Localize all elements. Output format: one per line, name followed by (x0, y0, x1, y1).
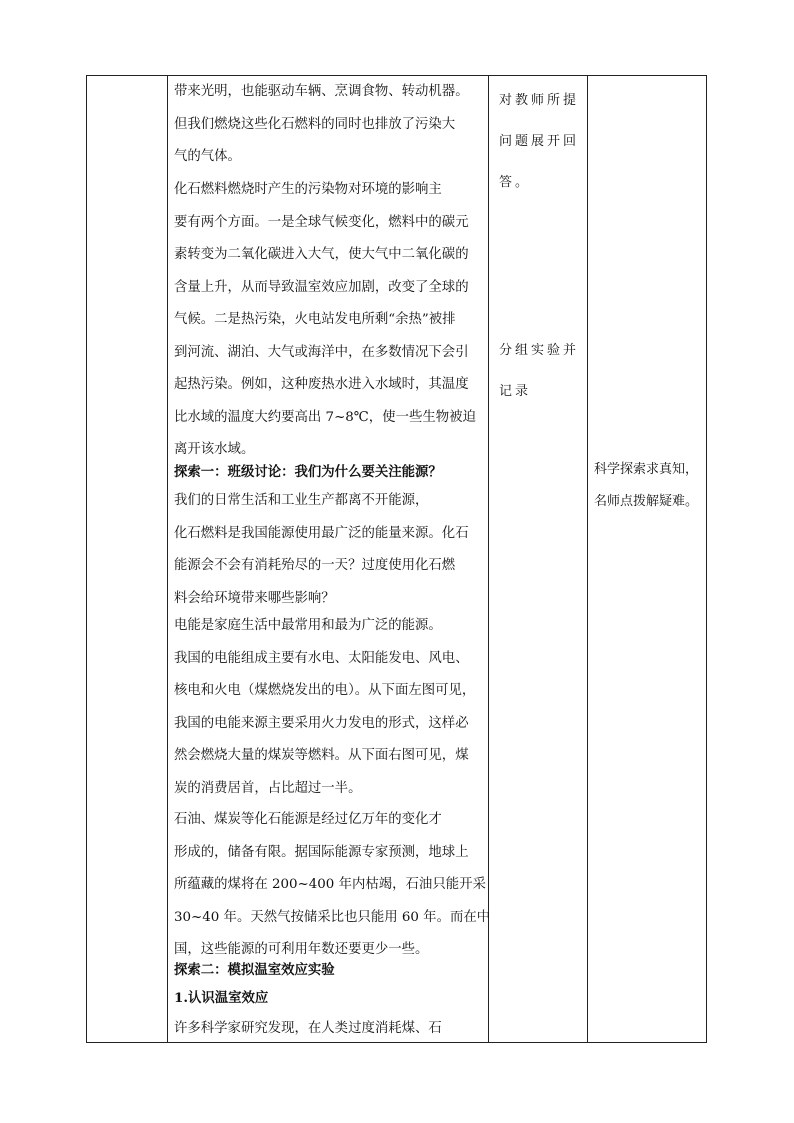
heading-explore-two: 探索二：模拟温室效应实验 (174, 962, 335, 978)
paragraph-pollution-effects: 化石燃料燃烧时产生的污染物对环境的影响主 要有两个方面。一是全球气候变化，燃料中的碳元 素转变为二氧化碳进入大气，使大气中二氧化碳的 含量上升，从而导致温室效应加剧，改变了全球的 气候。二是热污染，火电站发电所剩“余热”被排 到河流、湖泊、大气或海洋中，在多数情况下会引 起热污染。例如，这种废热水进入水域时，其温度 比水域的温度大约要高出 7~8℃，使一些生物被迫 离开该水域。 (174, 182, 476, 457)
paragraph-fossil-reserves: 石油、煤炭等化石能源是经过亿万年的变化才 形成的，储备有限。据国际能源专家预测，地球上 所蕴藏的煤将在 200~400 年内枯竭，石油只能开采 30~40 年。天然气按储采比也只能用 60 年。而在中 国，这些能源的可利用年数还要更少一些。 (174, 812, 491, 957)
student-answer-text: 对教师所提 问题展开回 答。 (499, 93, 580, 190)
heading-greenhouse: 1.认识温室效应 (174, 990, 269, 1006)
student-group-text: 分组实验并 记录 (499, 343, 580, 399)
heading-explore-one: 探索一：班级讨论：我们为什么要关注能源？ (174, 464, 442, 480)
paragraph-energy-discussion: 我们的日常生活和工业生产都离不开能源， 化石燃料是我国能源使用最广泛的能量来源。化石 能源会不会有消耗殆尽的一天？过度使用化石燃 料会给环境带来哪些影响？ (174, 493, 469, 606)
paragraph-light-and-pollution: 带来光明，也能驱动车辆、烹调食物、转动机器。 但我们燃烧这些化石燃料的同时也排放了污染大 气的气体。 (174, 84, 469, 164)
stage-cell (87, 76, 167, 1042)
student-activity-cell (489, 76, 587, 1042)
design-intent-text: 科学探索求真知， 名师点拨解疑难。 (594, 462, 699, 509)
paragraph-scientists: 许多科学家研究发现，在人类过度消耗煤、石 (174, 1021, 442, 1036)
lesson-table (86, 75, 707, 1043)
paragraph-electricity: 电能是家庭生活中最常用和最为广泛的能源。 我国的电能组成主要有水电、太阳能发电、风电、 核电和火电（煤燃烧发出的电）。从下面左图可见， 我国的电能来源主要采用火力发电的形式，这样必 然会燃烧大量的煤炭等燃料。从下面右图可见，煤 炭的消费居首，占比超过一半。 (174, 618, 476, 796)
teacher-activity-cell (168, 76, 491, 1042)
design-intent-cell (588, 76, 708, 1042)
